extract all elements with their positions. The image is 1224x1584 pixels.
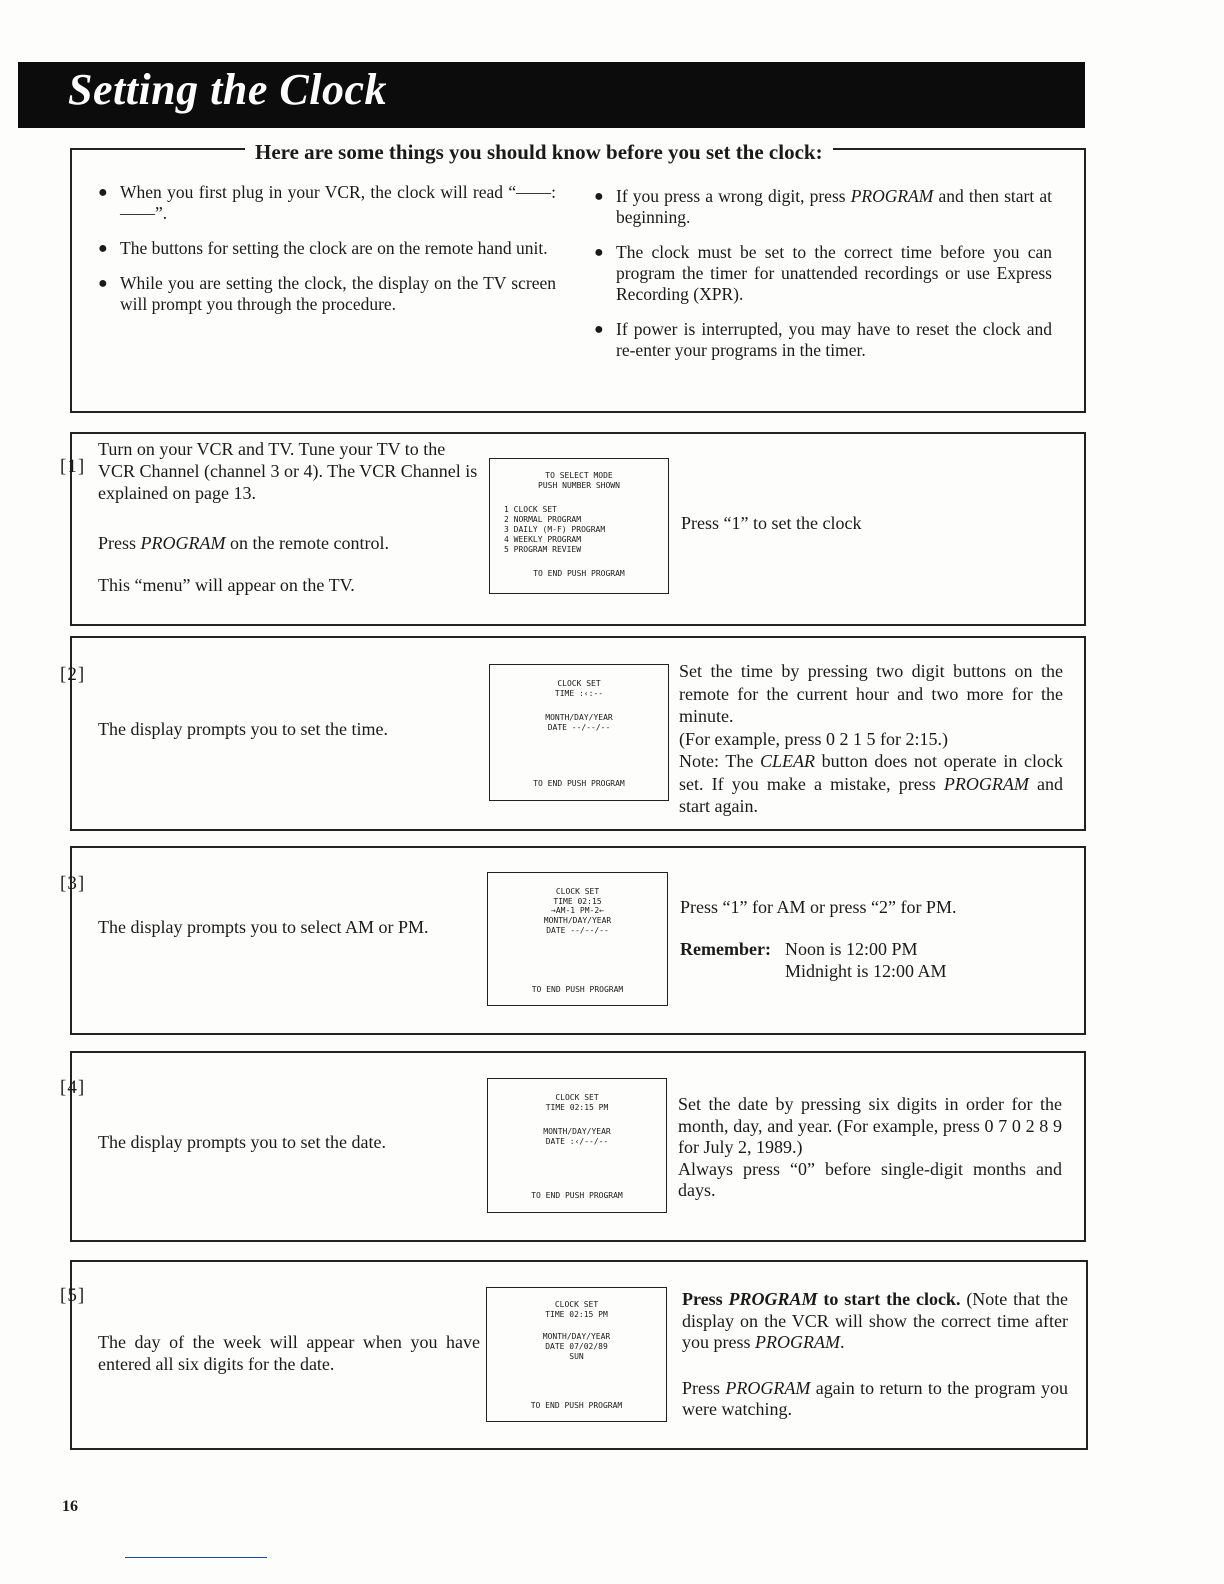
step-4-instructions: The display prompts you to set the date. xyxy=(98,1132,386,1152)
step-number: [3] xyxy=(60,873,86,894)
step-number: [5] xyxy=(60,1285,86,1306)
step-5-instructions: The day of the week will appear when you have entered all six digits for the date. xyxy=(98,1332,480,1374)
step-number: [2] xyxy=(60,664,86,685)
step-3-instructions: The display prompts you to select AM or PM. xyxy=(98,917,429,937)
step-3-note: Press “1” for AM or press “2” for PM. Remember: Noon is 12:00 PM Midnight is 12:00 AM xyxy=(680,897,957,981)
intro-bullets-left xyxy=(96,182,556,329)
tv-day-screen: CLOCK SET TIME 02:15 PM MONTH/DAY/YEAR DATE 07/02/89 SUN TO END PUSH PROGRAM xyxy=(486,1287,667,1422)
tv-ampm-screen: CLOCK SET TIME 02:15 →AM-1 PM-2← MONTH/DAY/YEAR DATE --/--/-- TO END PUSH PROGRAM xyxy=(487,872,668,1006)
bullet-item: ● If you press a wrong digit, press PROGRAM and then start at beginning. xyxy=(594,186,1053,227)
page-number: 16 xyxy=(62,1498,78,1515)
bullet-item: ● If power is interrupted, you may have to reset the clock and re-enter your programs in the timer. xyxy=(594,319,1052,360)
bullet-item: ● While you are setting the clock, the display on the TV screen will prompt you through the procedure. xyxy=(98,273,556,314)
intro-bullets-right xyxy=(592,186,1052,375)
step-1-note: Press “1” to set the clock xyxy=(681,513,862,533)
tv-menu-screen: TO SELECT MODE PUSH NUMBER SHOWN 1 CLOCK SET 2 NORMAL PROGRAM 3 DAILY (M-F) PROGRAM 4 WEEKLY PROGRAM 5 PROGRAM REVIEW TO END PUSH PROGRAM xyxy=(489,458,669,594)
bullet-dot-icon: ● xyxy=(594,321,604,338)
step-number: [1] xyxy=(60,456,86,477)
bullet-dot-icon: ● xyxy=(98,184,108,201)
step-2-instructions: The display prompts you to set the time. xyxy=(98,719,388,739)
tv-date-screen: CLOCK SET TIME 02:15 PM MONTH/DAY/YEAR DATE :‹/--/-- TO END PUSH PROGRAM xyxy=(487,1078,667,1213)
bullet-dot-icon: ● xyxy=(594,188,604,205)
step-1-instructions: Turn on your VCR and TV. Tune your TV to the VCR Channel (channel 3 or 4). The VCR Channel is explained on page 13. Press PROGRAM on the remote control. This “menu” will appear on the TV. xyxy=(98,439,478,595)
bullet-item: ● The clock must be set to the correct time before you can program the timer for unattended recordings or use Express Recording (XPR). xyxy=(594,242,1052,304)
tv-clock-set-screen: CLOCK SET TIME :‹:-- MONTH/DAY/YEAR DATE --/--/-- TO END PUSH PROGRAM xyxy=(489,664,669,801)
step-5-note: Press PROGRAM to start the clock. (Note that the display on the VCR will show the correct time after you press PROGRAM. Press PROGRAM again to return to the program you were watching. xyxy=(682,1289,1068,1419)
step-4-note: Set the date by pressing six digits in order for the month, day, and year. (For example, press 0 7 0 2 8 9 for July 2, 1989.) Always press “0” before single-digit months and days. xyxy=(678,1094,1062,1200)
intro-heading: Here are some things you should know before you set the clock: xyxy=(245,140,833,165)
bullet-item: ● The buttons for setting the clock are on the remote hand unit. xyxy=(98,238,548,258)
bullet-dot-icon: ● xyxy=(594,244,604,261)
bullet-item: ● When you first plug in your VCR, the clock will read “——:——”. xyxy=(98,182,556,223)
page-title: Setting the Clock xyxy=(68,65,387,114)
step-2-note: Set the time by pressing two digit buttons on the remote for the current hour and two more for the minute. (For example, press 0 2 1 5 for 2:15.) Note: The CLEAR button does not operate in clock set. If you make a mistake, press PROGRAM and start again. xyxy=(679,661,1063,816)
bullet-dot-icon: ● xyxy=(98,275,108,292)
bullet-dot-icon: ● xyxy=(98,240,108,257)
step-number: [4] xyxy=(60,1077,86,1098)
footer-rule xyxy=(125,1557,267,1558)
